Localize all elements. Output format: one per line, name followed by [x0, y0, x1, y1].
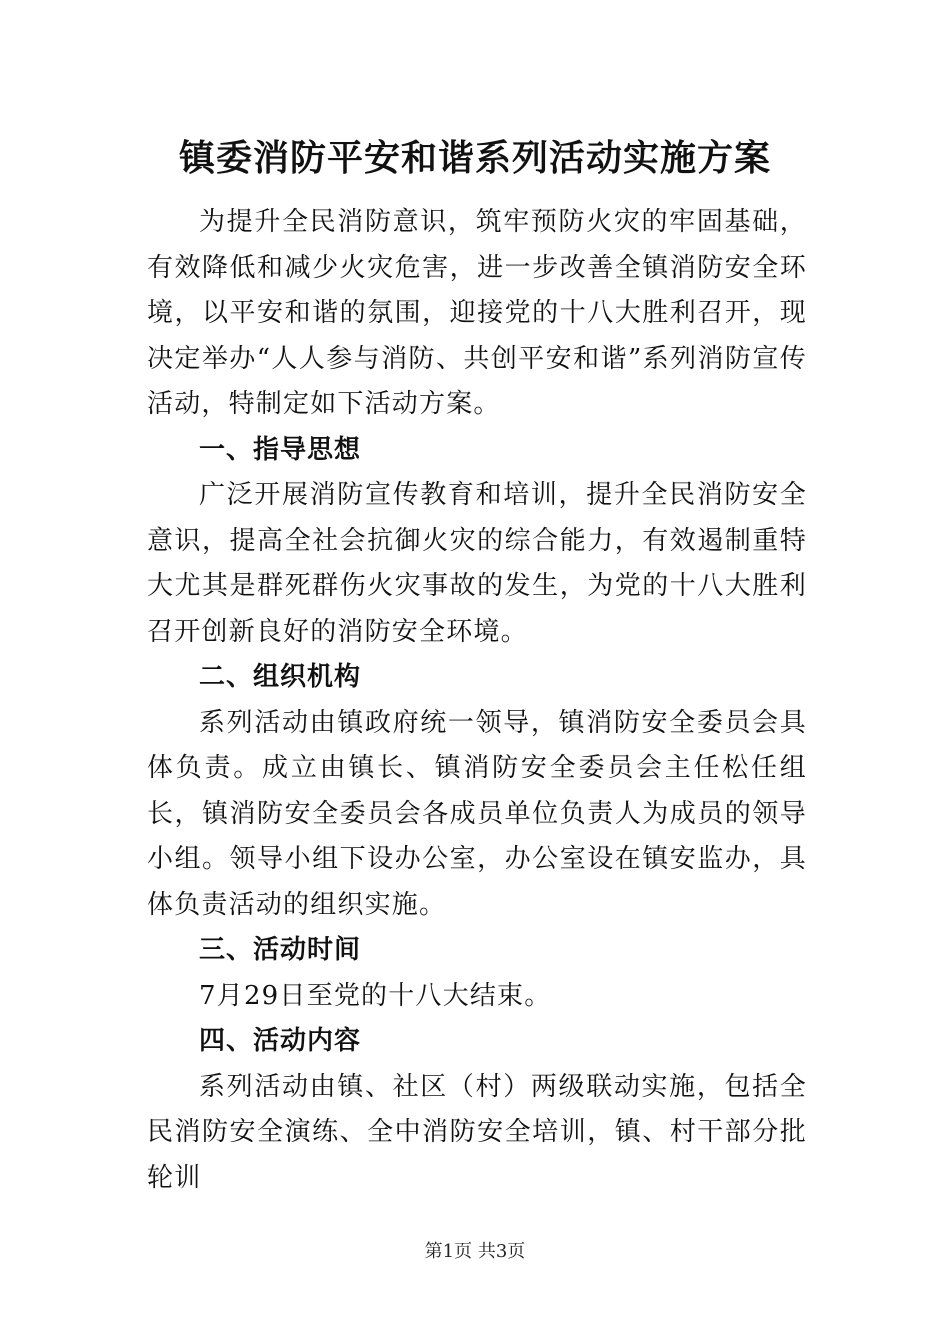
- section-text-activity-content: 系列活动由镇、社区（村）两级联动实施，包括全民消防安全演练、全中消防安全培训，镇、村干部分批轮训: [147, 1071, 807, 1193]
- section-heading-activity-time: 三、活动时间: [199, 935, 362, 965]
- section-heading-organization: 二、组织机构: [199, 662, 362, 692]
- section-heading-activity-content: 四、活动内容: [199, 1026, 362, 1056]
- section-text-activity-time: 7月29日至党的十八大结束。: [199, 980, 552, 1011]
- page-number-footer: 第1页 共3页: [424, 1241, 526, 1262]
- section-text-guiding-ideology: 广泛开展消防宣传教育和培训，提升全民消防安全意识，提高全社会抗御火灾的综合能力，有效遏制重特大尤其是群死群伤火灾事故的发生，为党的十八大胜利召开创新良好的消防安全环境。: [147, 480, 807, 647]
- section-heading-guiding-ideology: 一、指导思想: [199, 434, 362, 465]
- document-title: 镇委消防平安和谐系列活动实施方案: [178, 137, 771, 179]
- section-text-organization: 系列活动由镇政府统一领导，镇消防安全委员会具体负责。成立由镇长、镇消防安全委员会主任松任组长，镇消防安全委员会各成员单位负责人为成员的领导小组。领导小组下设办公室，办公室设在镇安监办，具体负责活动的组织实施。: [147, 707, 807, 920]
- document-body: [147, 200, 807, 1201]
- intro-paragraph: 为提升全民消防意识，筑牢预防火灾的牢固基础，有效降低和减少火灾危害，进一步改善全镇消防安全环境，以平安和谐的氛围，迎接党的十八大胜利召开，现决定举办“人人参与消防、共创平安和谐”系列消防宣传活动，特制定如下活动方案。: [147, 207, 807, 419]
